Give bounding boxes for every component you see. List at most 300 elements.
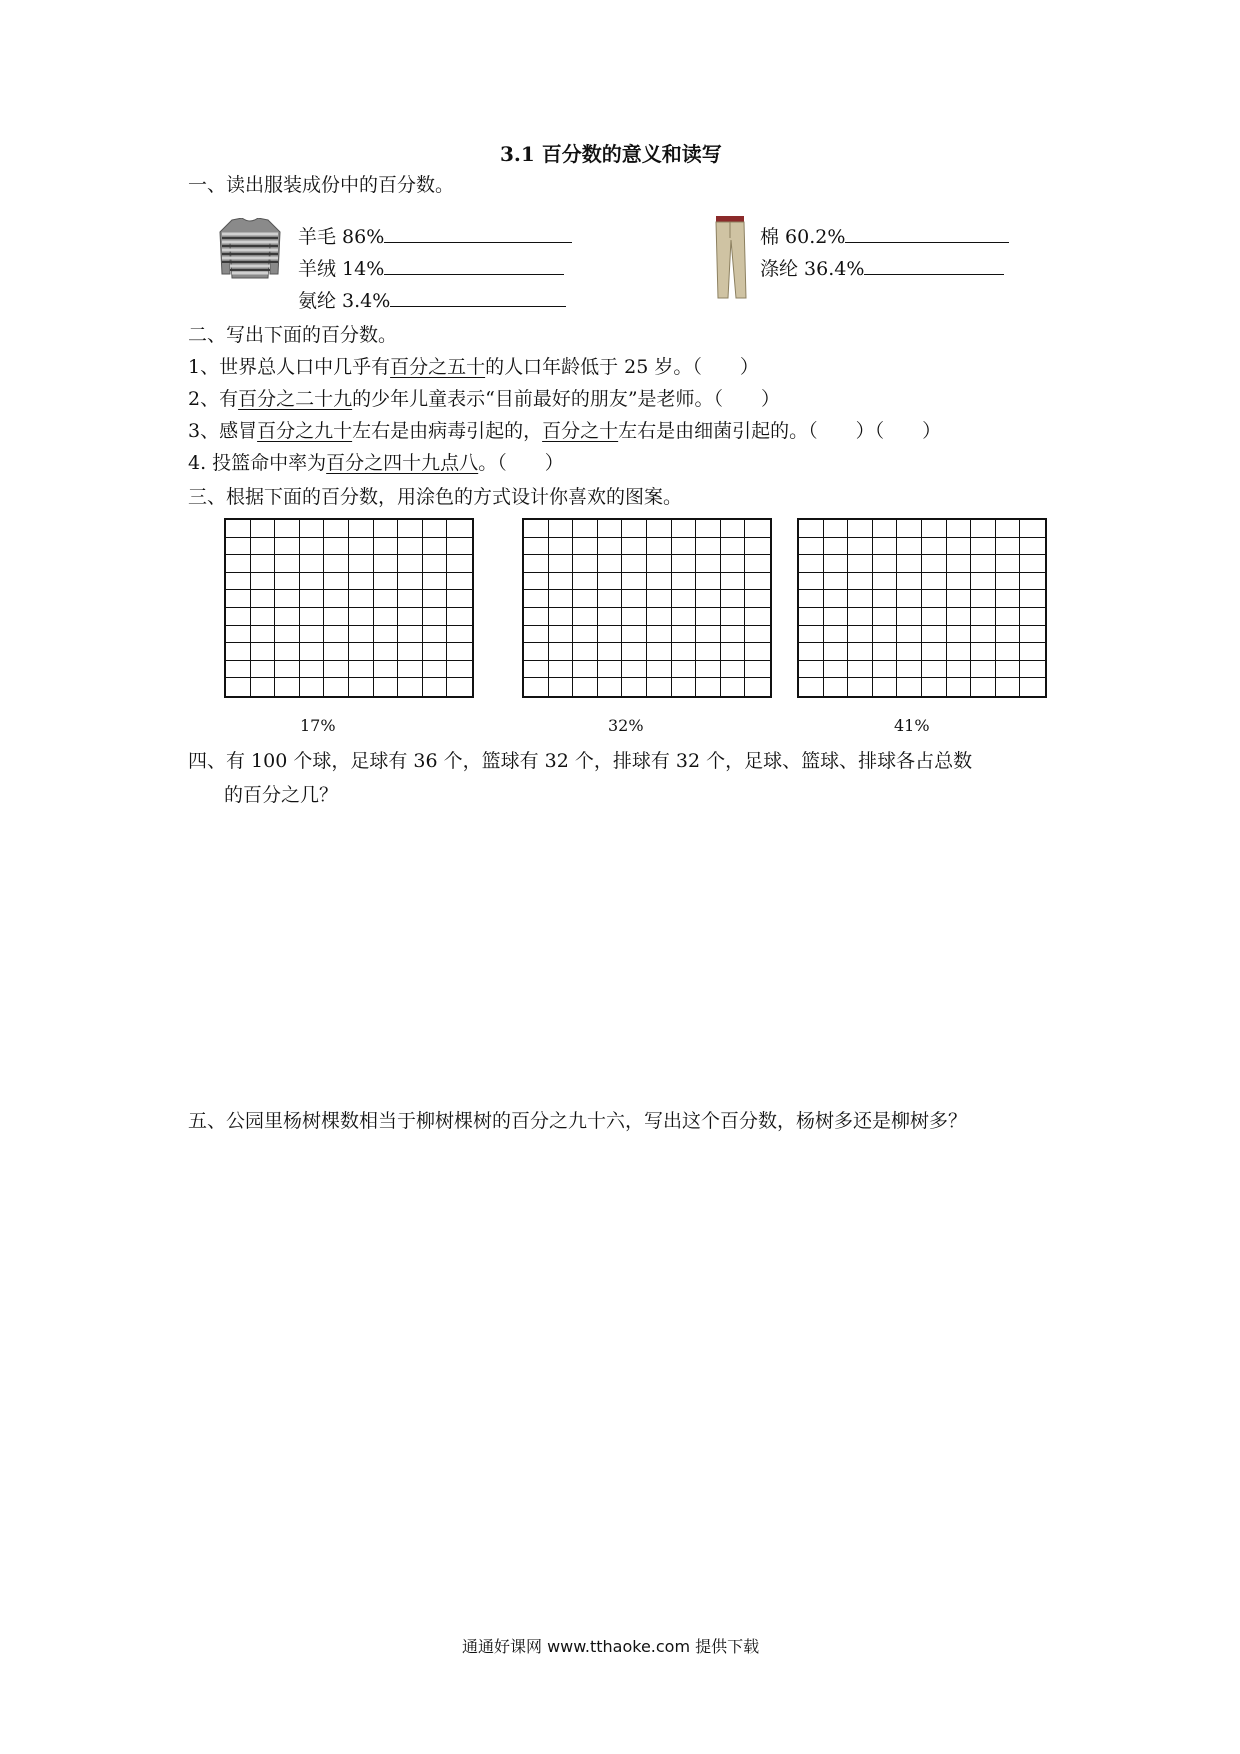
grid-cell[interactable] (824, 678, 849, 696)
grid-cell[interactable] (647, 538, 672, 556)
grid-cell[interactable] (799, 590, 824, 608)
grid-cell[interactable] (573, 608, 598, 626)
grid-cell[interactable] (672, 626, 697, 644)
grid-cell[interactable] (251, 520, 276, 538)
grid-cell[interactable] (971, 573, 996, 591)
grid-cell[interactable] (922, 538, 947, 556)
grid-cell[interactable] (971, 538, 996, 556)
grid-cell[interactable] (745, 643, 770, 661)
grid-cell[interactable] (300, 555, 325, 573)
grid-cell[interactable] (549, 555, 574, 573)
grid-cell[interactable] (524, 555, 549, 573)
grid-cell[interactable] (524, 626, 549, 644)
grid-cell[interactable] (423, 626, 448, 644)
grid-cell[interactable] (275, 678, 300, 696)
grid-cell[interactable] (824, 573, 849, 591)
grid-cell[interactable] (971, 590, 996, 608)
grid-cell[interactable] (549, 590, 574, 608)
grid-cell[interactable] (721, 590, 746, 608)
grid-cell[interactable] (275, 573, 300, 591)
grid-cell[interactable] (549, 643, 574, 661)
grid-cell[interactable] (922, 573, 947, 591)
grid-cell[interactable] (897, 590, 922, 608)
grid-cell[interactable] (971, 661, 996, 679)
grid-cell[interactable] (447, 538, 472, 556)
grid-cell[interactable] (824, 590, 849, 608)
grid-cell[interactable] (549, 678, 574, 696)
grid-cell[interactable] (398, 520, 423, 538)
grid-cell[interactable] (423, 573, 448, 591)
grid-cell[interactable] (672, 608, 697, 626)
grid-cell[interactable] (324, 643, 349, 661)
grid-cell[interactable] (374, 608, 399, 626)
grid-cell[interactable] (897, 608, 922, 626)
grid-cell[interactable] (848, 643, 873, 661)
grid-cell[interactable] (524, 643, 549, 661)
grid-cell[interactable] (996, 555, 1021, 573)
grid-cell[interactable] (300, 626, 325, 644)
grid-cell[interactable] (300, 538, 325, 556)
grid-cell[interactable] (398, 573, 423, 591)
grid-cell[interactable] (672, 555, 697, 573)
grid-cell[interactable] (275, 538, 300, 556)
grid-cell[interactable] (275, 608, 300, 626)
grid-cell[interactable] (300, 678, 325, 696)
grid-cell[interactable] (423, 608, 448, 626)
grid-cell[interactable] (672, 573, 697, 591)
grid-cell[interactable] (549, 520, 574, 538)
grid-cell[interactable] (996, 590, 1021, 608)
grid-cell[interactable] (996, 573, 1021, 591)
grid-cell[interactable] (573, 661, 598, 679)
grid-cell[interactable] (423, 538, 448, 556)
grid-cell[interactable] (873, 678, 898, 696)
grid-cell[interactable] (374, 626, 399, 644)
grid-cell[interactable] (971, 678, 996, 696)
grid-cell[interactable] (696, 608, 721, 626)
grid-cell[interactable] (226, 573, 251, 591)
grid-cell[interactable] (251, 555, 276, 573)
grid-cell[interactable] (873, 590, 898, 608)
grid-cell[interactable] (398, 678, 423, 696)
grid-cell[interactable] (524, 678, 549, 696)
grid-cell[interactable] (549, 538, 574, 556)
grid-cell[interactable] (1020, 626, 1045, 644)
grid-cell[interactable] (251, 573, 276, 591)
grid-cell[interactable] (549, 573, 574, 591)
grid-cell[interactable] (226, 678, 251, 696)
grid-cell[interactable] (423, 643, 448, 661)
grid-cell[interactable] (573, 573, 598, 591)
grid-cell[interactable] (848, 678, 873, 696)
grid-cell[interactable] (398, 555, 423, 573)
grid-cell[interactable] (275, 590, 300, 608)
grid-cell[interactable] (647, 573, 672, 591)
grid-cell[interactable] (622, 678, 647, 696)
grid-cell[interactable] (324, 626, 349, 644)
grid-cell[interactable] (897, 643, 922, 661)
grid-cell[interactable] (398, 590, 423, 608)
grid-cell[interactable] (447, 643, 472, 661)
grid-cell[interactable] (922, 661, 947, 679)
grid-cell[interactable] (897, 661, 922, 679)
grid-cell[interactable] (374, 520, 399, 538)
grid-cell[interactable] (447, 661, 472, 679)
grid-cell[interactable] (721, 643, 746, 661)
grid-cell[interactable] (647, 626, 672, 644)
grid-cell[interactable] (848, 555, 873, 573)
grid-cell[interactable] (226, 520, 251, 538)
grid-cell[interactable] (549, 608, 574, 626)
grid-cell[interactable] (696, 643, 721, 661)
grid-cell[interactable] (524, 520, 549, 538)
grid-cell[interactable] (996, 643, 1021, 661)
grid-cell[interactable] (447, 626, 472, 644)
grid-cell[interactable] (324, 590, 349, 608)
grid-cell[interactable] (447, 678, 472, 696)
grid-cell[interactable] (647, 520, 672, 538)
grid-cell[interactable] (573, 538, 598, 556)
grid-cell[interactable] (1020, 590, 1045, 608)
grid-cell[interactable] (423, 590, 448, 608)
grid-cell[interactable] (447, 573, 472, 591)
grid-cell[interactable] (947, 538, 972, 556)
grid-cell[interactable] (573, 643, 598, 661)
grid-cell[interactable] (251, 626, 276, 644)
hundred-grid-32[interactable] (522, 518, 772, 698)
grid-cell[interactable] (573, 590, 598, 608)
grid-cell[interactable] (848, 590, 873, 608)
grid-cell[interactable] (824, 538, 849, 556)
grid-cell[interactable] (745, 608, 770, 626)
grid-cell[interactable] (622, 626, 647, 644)
grid-cell[interactable] (349, 520, 374, 538)
grid-cell[interactable] (721, 608, 746, 626)
grid-cell[interactable] (447, 555, 472, 573)
grid-cell[interactable] (745, 573, 770, 591)
grid-cell[interactable] (349, 573, 374, 591)
grid-cell[interactable] (745, 555, 770, 573)
grid-cell[interactable] (349, 608, 374, 626)
grid-cell[interactable] (897, 538, 922, 556)
grid-cell[interactable] (721, 520, 746, 538)
grid-cell[interactable] (971, 555, 996, 573)
grid-cell[interactable] (524, 661, 549, 679)
grid-cell[interactable] (799, 661, 824, 679)
grid-cell[interactable] (251, 661, 276, 679)
grid-cell[interactable] (622, 538, 647, 556)
grid-cell[interactable] (573, 678, 598, 696)
grid-cell[interactable] (947, 678, 972, 696)
grid-cell[interactable] (398, 538, 423, 556)
grid-cell[interactable] (647, 678, 672, 696)
grid-cell[interactable] (696, 555, 721, 573)
grid-cell[interactable] (300, 520, 325, 538)
grid-cell[interactable] (1020, 608, 1045, 626)
grid-cell[interactable] (672, 590, 697, 608)
grid-cell[interactable] (799, 608, 824, 626)
grid-cell[interactable] (799, 555, 824, 573)
grid-cell[interactable] (848, 661, 873, 679)
grid-cell[interactable] (349, 678, 374, 696)
grid-cell[interactable] (622, 643, 647, 661)
grid-cell[interactable] (226, 643, 251, 661)
grid-cell[interactable] (226, 661, 251, 679)
grid-cell[interactable] (745, 678, 770, 696)
grid-cell[interactable] (398, 661, 423, 679)
grid-cell[interactable] (799, 573, 824, 591)
grid-cell[interactable] (598, 538, 623, 556)
grid-cell[interactable] (672, 520, 697, 538)
grid-cell[interactable] (275, 520, 300, 538)
grid-cell[interactable] (524, 538, 549, 556)
grid-cell[interactable] (922, 626, 947, 644)
grid-cell[interactable] (1020, 643, 1045, 661)
grid-cell[interactable] (300, 643, 325, 661)
grid-cell[interactable] (922, 590, 947, 608)
grid-cell[interactable] (622, 608, 647, 626)
grid-cell[interactable] (672, 643, 697, 661)
grid-cell[interactable] (598, 520, 623, 538)
grid-cell[interactable] (947, 590, 972, 608)
grid-cell[interactable] (324, 538, 349, 556)
grid-cell[interactable] (251, 643, 276, 661)
grid-cell[interactable] (922, 520, 947, 538)
grid-cell[interactable] (824, 608, 849, 626)
grid-cell[interactable] (374, 538, 399, 556)
grid-cell[interactable] (996, 661, 1021, 679)
grid-cell[interactable] (947, 555, 972, 573)
grid-cell[interactable] (996, 678, 1021, 696)
grid-cell[interactable] (799, 643, 824, 661)
grid-cell[interactable] (275, 661, 300, 679)
grid-cell[interactable] (423, 661, 448, 679)
grid-cell[interactable] (423, 678, 448, 696)
grid-cell[interactable] (647, 608, 672, 626)
grid-cell[interactable] (824, 661, 849, 679)
grid-cell[interactable] (799, 538, 824, 556)
grid-cell[interactable] (947, 520, 972, 538)
grid-cell[interactable] (622, 573, 647, 591)
grid-cell[interactable] (398, 643, 423, 661)
grid-cell[interactable] (549, 626, 574, 644)
grid-cell[interactable] (848, 520, 873, 538)
grid-cell[interactable] (622, 661, 647, 679)
grid-cell[interactable] (647, 661, 672, 679)
grid-cell[interactable] (324, 573, 349, 591)
grid-cell[interactable] (897, 573, 922, 591)
grid-cell[interactable] (549, 661, 574, 679)
grid-cell[interactable] (696, 661, 721, 679)
grid-cell[interactable] (873, 555, 898, 573)
grid-cell[interactable] (374, 590, 399, 608)
grid-cell[interactable] (824, 626, 849, 644)
grid-cell[interactable] (873, 626, 898, 644)
grid-cell[interactable] (598, 643, 623, 661)
grid-cell[interactable] (1020, 678, 1045, 696)
grid-cell[interactable] (374, 555, 399, 573)
grid-cell[interactable] (947, 573, 972, 591)
grid-cell[interactable] (349, 661, 374, 679)
grid-cell[interactable] (696, 573, 721, 591)
grid-cell[interactable] (1020, 573, 1045, 591)
grid-cell[interactable] (873, 538, 898, 556)
grid-cell[interactable] (848, 626, 873, 644)
grid-cell[interactable] (349, 643, 374, 661)
grid-cell[interactable] (897, 520, 922, 538)
grid-cell[interactable] (1020, 555, 1045, 573)
grid-cell[interactable] (598, 590, 623, 608)
grid-cell[interactable] (971, 608, 996, 626)
grid-cell[interactable] (1020, 520, 1045, 538)
grid-cell[interactable] (947, 643, 972, 661)
grid-cell[interactable] (349, 590, 374, 608)
grid-cell[interactable] (447, 590, 472, 608)
grid-cell[interactable] (897, 678, 922, 696)
grid-cell[interactable] (324, 608, 349, 626)
grid-cell[interactable] (824, 643, 849, 661)
grid-cell[interactable] (745, 626, 770, 644)
grid-cell[interactable] (374, 661, 399, 679)
grid-cell[interactable] (324, 661, 349, 679)
grid-cell[interactable] (824, 555, 849, 573)
grid-cell[interactable] (721, 555, 746, 573)
grid-cell[interactable] (696, 678, 721, 696)
grid-cell[interactable] (524, 573, 549, 591)
grid-cell[interactable] (897, 555, 922, 573)
grid-cell[interactable] (996, 626, 1021, 644)
grid-cell[interactable] (721, 626, 746, 644)
grid-cell[interactable] (324, 520, 349, 538)
grid-cell[interactable] (251, 608, 276, 626)
grid-cell[interactable] (922, 643, 947, 661)
grid-cell[interactable] (398, 626, 423, 644)
grid-cell[interactable] (799, 520, 824, 538)
grid-cell[interactable] (598, 573, 623, 591)
grid-cell[interactable] (873, 573, 898, 591)
grid-cell[interactable] (573, 520, 598, 538)
grid-cell[interactable] (996, 608, 1021, 626)
grid-cell[interactable] (672, 661, 697, 679)
grid-cell[interactable] (873, 643, 898, 661)
grid-cell[interactable] (721, 573, 746, 591)
grid-cell[interactable] (398, 608, 423, 626)
grid-cell[interactable] (598, 608, 623, 626)
grid-cell[interactable] (971, 643, 996, 661)
grid-cell[interactable] (300, 590, 325, 608)
grid-cell[interactable] (848, 573, 873, 591)
grid-cell[interactable] (324, 678, 349, 696)
grid-cell[interactable] (423, 555, 448, 573)
grid-cell[interactable] (251, 678, 276, 696)
grid-cell[interactable] (598, 661, 623, 679)
grid-cell[interactable] (251, 538, 276, 556)
grid-cell[interactable] (745, 538, 770, 556)
grid-cell[interactable] (226, 590, 251, 608)
grid-cell[interactable] (524, 590, 549, 608)
grid-cell[interactable] (622, 555, 647, 573)
grid-cell[interactable] (622, 590, 647, 608)
grid-cell[interactable] (349, 555, 374, 573)
grid-cell[interactable] (1020, 661, 1045, 679)
grid-cell[interactable] (696, 520, 721, 538)
grid-cell[interactable] (447, 608, 472, 626)
grid-cell[interactable] (971, 626, 996, 644)
grid-cell[interactable] (848, 538, 873, 556)
grid-cell[interactable] (745, 520, 770, 538)
grid-cell[interactable] (598, 626, 623, 644)
grid-cell[interactable] (873, 520, 898, 538)
grid-cell[interactable] (721, 538, 746, 556)
grid-cell[interactable] (226, 626, 251, 644)
grid-cell[interactable] (996, 538, 1021, 556)
grid-cell[interactable] (300, 608, 325, 626)
grid-cell[interactable] (300, 661, 325, 679)
grid-cell[interactable] (573, 555, 598, 573)
grid-cell[interactable] (696, 626, 721, 644)
grid-cell[interactable] (598, 555, 623, 573)
grid-cell[interactable] (873, 608, 898, 626)
grid-cell[interactable] (226, 608, 251, 626)
grid-cell[interactable] (745, 661, 770, 679)
grid-cell[interactable] (647, 643, 672, 661)
hundred-grid-17[interactable] (224, 518, 474, 698)
grid-cell[interactable] (799, 626, 824, 644)
grid-cell[interactable] (349, 626, 374, 644)
grid-cell[interactable] (447, 520, 472, 538)
grid-cell[interactable] (275, 643, 300, 661)
grid-cell[interactable] (947, 661, 972, 679)
grid-cell[interactable] (996, 520, 1021, 538)
grid-cell[interactable] (573, 626, 598, 644)
grid-cell[interactable] (598, 678, 623, 696)
grid-cell[interactable] (226, 555, 251, 573)
grid-cell[interactable] (622, 520, 647, 538)
grid-cell[interactable] (374, 573, 399, 591)
grid-cell[interactable] (275, 626, 300, 644)
grid-cell[interactable] (300, 573, 325, 591)
grid-cell[interactable] (947, 626, 972, 644)
grid-cell[interactable] (922, 678, 947, 696)
grid-cell[interactable] (374, 678, 399, 696)
grid-cell[interactable] (524, 608, 549, 626)
grid-cell[interactable] (947, 608, 972, 626)
grid-cell[interactable] (423, 520, 448, 538)
grid-cell[interactable] (873, 661, 898, 679)
grid-cell[interactable] (1020, 538, 1045, 556)
grid-cell[interactable] (647, 555, 672, 573)
grid-cell[interactable] (647, 590, 672, 608)
hundred-grid-41[interactable] (797, 518, 1047, 698)
grid-cell[interactable] (251, 590, 276, 608)
grid-cell[interactable] (672, 678, 697, 696)
grid-cell[interactable] (374, 643, 399, 661)
grid-cell[interactable] (922, 555, 947, 573)
grid-cell[interactable] (897, 626, 922, 644)
grid-cell[interactable] (824, 520, 849, 538)
grid-cell[interactable] (745, 590, 770, 608)
grid-cell[interactable] (275, 555, 300, 573)
grid-cell[interactable] (721, 678, 746, 696)
grid-cell[interactable] (226, 538, 251, 556)
grid-cell[interactable] (696, 538, 721, 556)
grid-cell[interactable] (721, 661, 746, 679)
grid-cell[interactable] (971, 520, 996, 538)
grid-cell[interactable] (672, 538, 697, 556)
grid-cell[interactable] (324, 555, 349, 573)
grid-cell[interactable] (848, 608, 873, 626)
grid-cell[interactable] (349, 538, 374, 556)
